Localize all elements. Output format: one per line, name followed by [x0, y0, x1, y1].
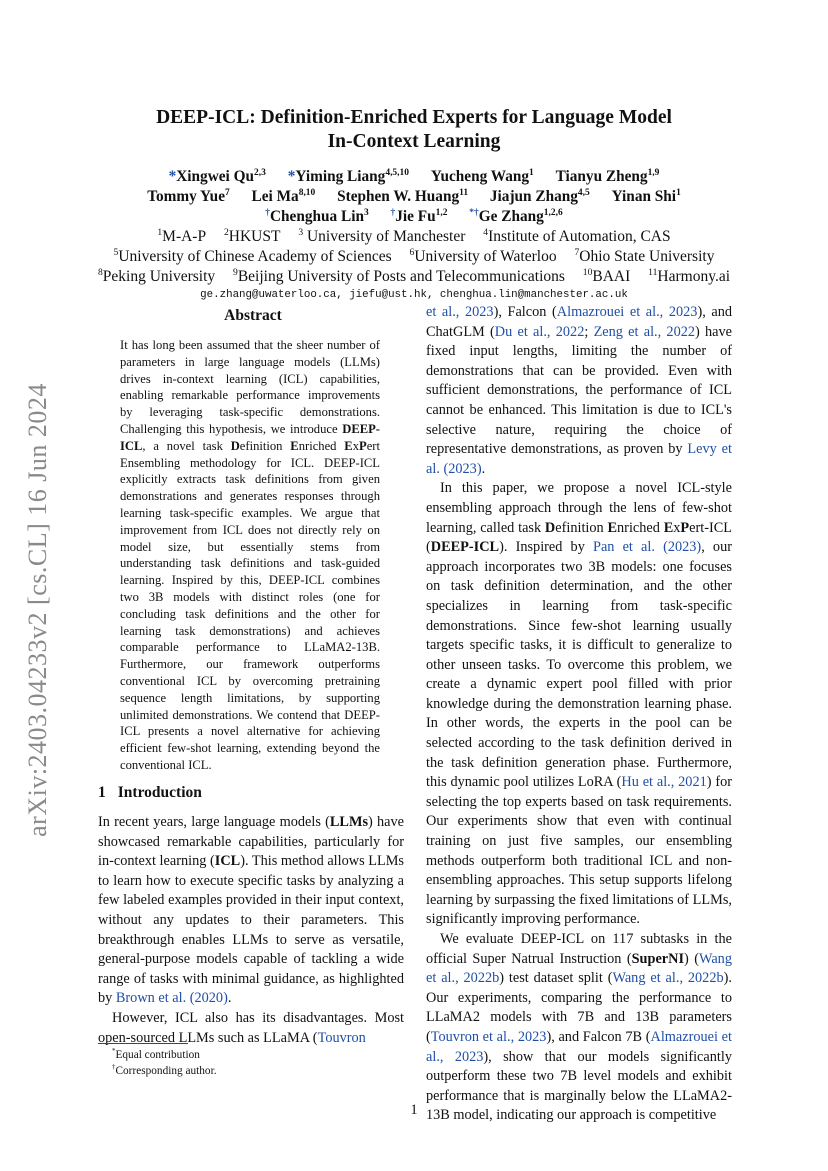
affiliation: $^8$Peking University — [97, 266, 216, 285]
author-row-2 — [96, 187, 732, 207]
footnote-rule — [98, 1043, 188, 1044]
page-number: 1 — [410, 1102, 418, 1118]
affil-row-1 — [70, 227, 758, 247]
author: *Yiming Liang$^{4,5,10}$ — [287, 167, 409, 185]
intro-left-column — [98, 813, 404, 1048]
citation-link[interactable]: Almazrouei et al., 2023 — [556, 304, 698, 320]
citation-link[interactable]: Wang et al., 2022b — [612, 970, 724, 987]
author: †Chenghua Lin$^3$ — [265, 207, 369, 225]
citation-link[interactable]: Du et al., 2022 — [494, 323, 585, 340]
affiliation: $^{10}$BAAI — [582, 266, 631, 285]
paragraph: et al., 2023), Falcon (Almazrouei et al., 2023), and ChatGLM (Du et al., 2022; Zeng et al., 2022) have fixed input lengths, limiting the number of demonstrations that can be provided. Even with sufficient demonstrations, the performance of ICL cannot be enhanced. This limitation is due to ICL's selective nature, requiring the choice of representative demonstrations, as proven by Levy et al. (2023). — [426, 304, 733, 477]
title-line-1: DEEP-ICL: Definition-Enriched Experts for Language Model — [156, 107, 672, 128]
author: Jiajun Zhang$^{4,5}$ — [489, 187, 590, 205]
arxiv-id[interactable]: arXiv:2403.04233v2 [cs.CL] 16 Jun 2024 — [23, 383, 52, 837]
author: Yinan Shi$^1$ — [611, 187, 681, 205]
abstract-heading: Abstract — [224, 307, 282, 324]
affiliation: $^1$M-A-P — [157, 226, 207, 245]
author-row-3 — [96, 207, 732, 227]
intro-right-column — [426, 303, 732, 1126]
paragraph: We evaluate DEEP-ICL on 117 subtasks in the official Super Natrual Instruction (SuperNI) (Wang et al., 2022b) test dataset split (Wang et al., 2022b). Our experiments, comparing the performance to LLaMA2 models with 7B and 13B parameters (Touvron et al., 2023), and Falcon 7B (Almazrouei et al., 2023), show that our models significantly outperform these two 7B level models and exhibit performance that is marginally below the LLaMA2-13B model, indicating our approach is competitive — [426, 931, 732, 1124]
author: *Xingwei Qu$^{2,3}$ — [168, 167, 266, 185]
citation-link[interactable]: et al., 2023 — [426, 304, 494, 320]
author: Tianyu Zheng$^{1,9}$ — [555, 167, 660, 185]
footnote-corresponding: †Corresponding author. — [112, 1063, 217, 1077]
paper-title — [96, 106, 732, 154]
affiliation: $^4$Institute of Automation, CAS — [483, 226, 671, 245]
paragraph: In this paper, we propose a novel ICL-style ensembling approach through the lens of few-shot learning, called task Definition Enriched ExPert-ICL (DEEP-ICL). Inspired by Pan et al. (2023), our approach incorporates two 3B models: one focuses on task definition determination, and the other specializes in learning from task-specific demonstrations. Since few-shot learning usually targets specific tasks, it is difficult to generalize to other unseen tasks. To overcome this problem, we create a dynamic expert pool filled with prior knowledge during the demonstration learning phase. In other words, the experts in the pool can be selected according to the task definition derived in the task definition generation phase. Furthermore, this dynamic pool utilizes LoRA (Hu et al., 2021) for selecting the top experts based on task requirements. Our experiments show that even with continual training on just five samples, our ensembling methods outperform both traditional ICL and non-ensembling approaches. This setup supports lifelong learning by surpassing the fixed limitations of LLMs, significantly improving performance. — [426, 480, 733, 928]
affiliation: $^{11}$Harmony.ai — [648, 266, 731, 285]
affiliation: $^7$Ohio State University — [574, 246, 715, 265]
affiliation: $^9$Beijing University of Posts and Telecommunications — [233, 266, 565, 285]
author-row-1 — [96, 167, 732, 187]
author: *†Ge Zhang$^{1,2,6}$ — [469, 207, 563, 225]
section-heading-introduction: 1 Introduction — [98, 784, 202, 801]
citation-link[interactable]: Wang et al., 2022b — [426, 950, 732, 987]
affiliation: $^3$ University of Manchester — [298, 226, 466, 245]
affiliation: $^6$University of Waterloo — [409, 246, 557, 265]
author: Stephen W. Huang$^{11}$ — [337, 187, 469, 205]
affil-row-3 — [70, 267, 758, 287]
title-line-2: In-Context Learning — [327, 131, 501, 152]
citation-link[interactable]: Pan et al. (2023) — [593, 539, 702, 556]
citation-link[interactable]: Brown et al. (2020) — [115, 990, 228, 1007]
citation-link[interactable]: Touvron — [317, 1029, 366, 1046]
author: †Jie Fu$^{1,2}$ — [390, 207, 448, 225]
arxiv-stamp — [18, 365, 58, 855]
contact-emails[interactable]: ge.zhang@uwaterloo.ca, jiefu@ust.hk, chenghua.lin@manchester.ac.uk — [200, 289, 628, 301]
paragraph: In recent years, large language models (LLMs) have showcased remarkable capabilities, particularly for in-context learning (ICL). This method allows LLMs to learn how to execute specific tasks by analyzing a few labeled examples provided in their input context, without any updates to their parameters. This breakthrough enables LLMs to serve as versatile, general-purpose models capable of tackling a wide range of tasks with minimal guidance, as highlighted by Brown et al. (2020). — [98, 814, 404, 1007]
citation-link[interactable]: Levy et al. (2023) — [426, 441, 732, 477]
citation-link[interactable]: Zeng et al., 2022 — [593, 323, 696, 340]
affiliation: $^5$University of Chinese Academy of Sciences — [113, 246, 392, 265]
abstract-body: It has long been assumed that the sheer number of parameters in large language models (LLMs) drives in-context learning (ICL) capabilities, enabling remarkable performance improvements by leveraging task-specific demonstrations. Challenging this hypothesis, we introduce DEEP-ICL, a novel task Definition Enriched ExPert Ensembling methodology for ICL. DEEP-ICL explicitly extracts task definitions from given demonstrations and generates responses through learning task-specific examples. We argue that improvement from ICL does not directly rely on model size, but essentially stems from understanding task definitions and task-guided learning. Inspired by this, DEEP-ICL combines two 3B models with distinct roles (one for concluding task definitions and the other for learning task demonstrations) and achieves comparable performance to LLaMA2-13B. Furthermore, our framework outperforms conventional ICL by overcoming pretraining sequence length limitations, by supporting unlimited demonstrations. We contend that DEEP-ICL presents a novel alternative for achieving efficient few-shot learning, extending beyond the conventional ICL. — [120, 338, 380, 772]
paragraph: However, ICL also has its disadvantages. Most open-sourced LLMs such as LLaMA (Touvron — [98, 1009, 404, 1046]
author-list — [96, 167, 732, 227]
citation-link[interactable]: Hu et al., 2021 — [621, 774, 707, 791]
footnote-equal: *Equal contribution — [112, 1047, 200, 1061]
citation-link[interactable]: Touvron et al., 2023 — [430, 1028, 547, 1045]
author: Lei Ma$^{8,10}$ — [251, 187, 316, 205]
affiliation-list — [70, 227, 758, 287]
author: Tommy Yue$^7$ — [147, 187, 230, 205]
citation-link[interactable]: Almazrouei et al., 2023 — [426, 1028, 732, 1065]
affiliation: $^2$HKUST — [223, 226, 281, 245]
author: Yucheng Wang$^1$ — [430, 167, 534, 185]
affil-row-2 — [70, 247, 758, 267]
